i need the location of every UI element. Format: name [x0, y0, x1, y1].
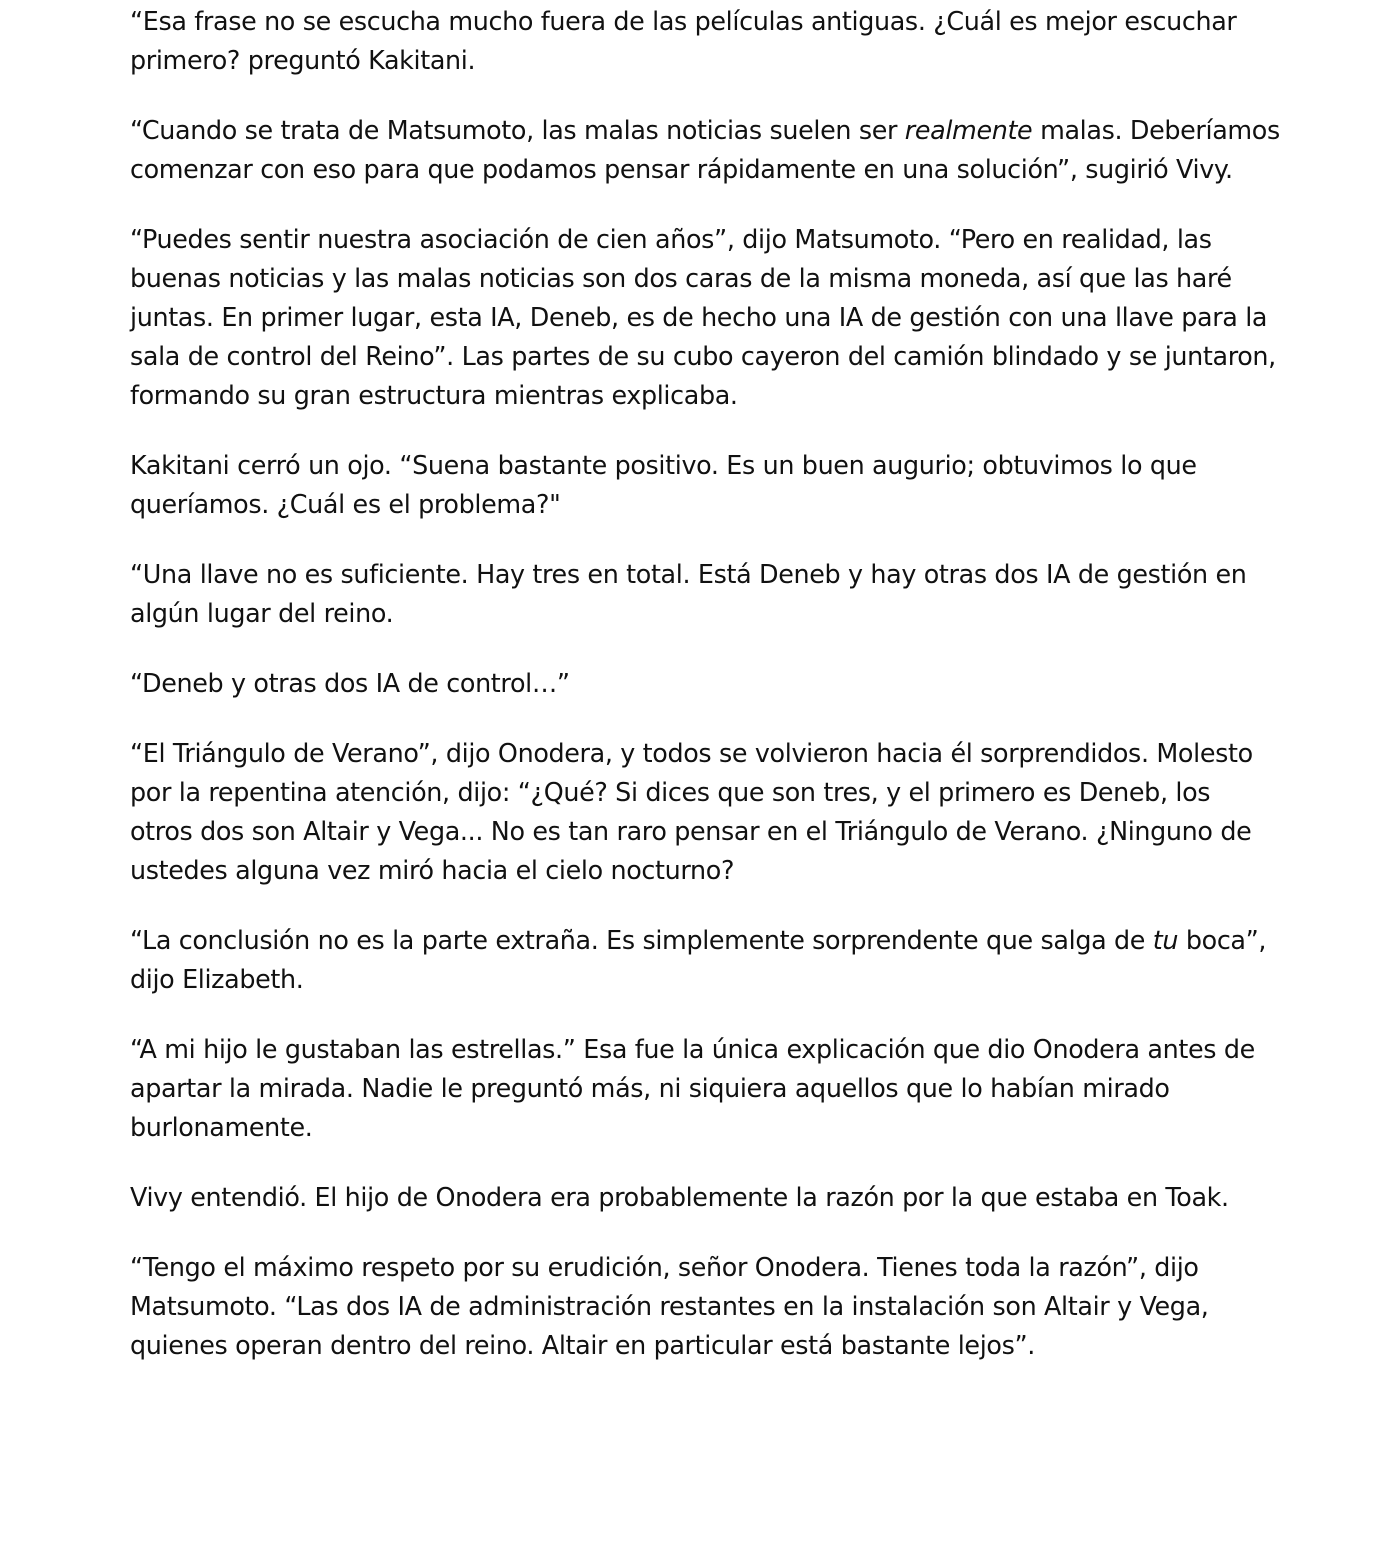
paragraph-11 — [130, 1248, 1280, 1365]
emphasis-text: tu — [1152, 925, 1179, 955]
paragraph-1 — [130, 2, 1280, 80]
paragraph-text: Vivy entendió. El hijo de Onodera era probablemente la razón por la que estaba en Toak. — [130, 1182, 1229, 1212]
paragraph-7 — [130, 734, 1280, 890]
paragraph-text: “Esa frase no se escucha mucho fuera de las películas antiguas. ¿Cuál es mejor escuchar primero? preguntó Kakitani. — [130, 6, 1237, 75]
paragraph-text: “Cuando se trata de Matsumoto, las malas noticias suelen ser — [130, 115, 905, 145]
paragraph-text: malas. Deberíamos comenzar con eso para que podamos pensar rápidamente en una solución”, sugirió Vivy. — [130, 115, 1280, 184]
paragraph-10 — [130, 1178, 1280, 1217]
paragraph-text: “El Triángulo de Verano”, dijo Onodera, y todos se volvieron hacia él sorprendidos. Molesto por la repentina atención, dijo: “¿Qué? Si dices que son tres, y el primero es Deneb, los otros dos son Altair y Vega... No es tan raro pensar en el Triángulo de Verano. ¿Ninguno de ustedes alguna vez miró hacia el cielo nocturno? — [130, 738, 1253, 885]
paragraph-6 — [130, 664, 1280, 703]
paragraph-text: “Puedes sentir nuestra asociación de cien años”, dijo Matsumoto. “Pero en realidad, las buenas noticias y las malas noticias son dos caras de la misma moneda, así que las haré juntas. En primer lugar, esta IA, Deneb, es de hecho una IA de gestión con una llave para la sala de control del Reino”. Las partes de su cubo cayeron del camión blindado y se juntaron, formando su gran estructura mientras explicaba. — [130, 224, 1276, 410]
paragraph-text: “Una llave no es suficiente. Hay tres en total. Está Deneb y hay otras dos IA de gestión en algún lugar del reino. — [130, 559, 1247, 628]
document-page — [130, 2, 1280, 1396]
paragraph-2 — [130, 111, 1280, 189]
paragraph-text: boca”, dijo Elizabeth. — [130, 925, 1267, 994]
paragraph-text: Kakitani cerró un ojo. “Suena bastante positivo. Es un buen augurio; obtuvimos lo que queríamos. ¿Cuál es el problema?" — [130, 450, 1197, 519]
paragraph-9 — [130, 1030, 1280, 1147]
paragraph-4 — [130, 446, 1280, 524]
emphasis-text: realmente — [904, 115, 1033, 145]
paragraph-text: “La conclusión no es la parte extraña. Es simplemente sorprendente que salga de — [130, 925, 1153, 955]
paragraph-text: “Tengo el máximo respeto por su erudición, señor Onodera. Tienes toda la razón”, dijo Matsumoto. “Las dos IA de administración restantes en la instalación son Altair y Vega, quienes operan dentro del reino. Altair en particular está bastante lejos”. — [130, 1252, 1209, 1360]
paragraph-5 — [130, 555, 1280, 633]
paragraph-text: “A mi hijo le gustaban las estrellas.” Esa fue la única explicación que dio Onodera antes de apartar la mirada. Nadie le preguntó más, ni siquiera aquellos que lo habían mirado burlonamente. — [130, 1034, 1255, 1142]
paragraph-3 — [130, 220, 1280, 415]
paragraph-text: “Deneb y otras dos IA de control…” — [130, 668, 570, 698]
paragraph-8 — [130, 921, 1280, 999]
